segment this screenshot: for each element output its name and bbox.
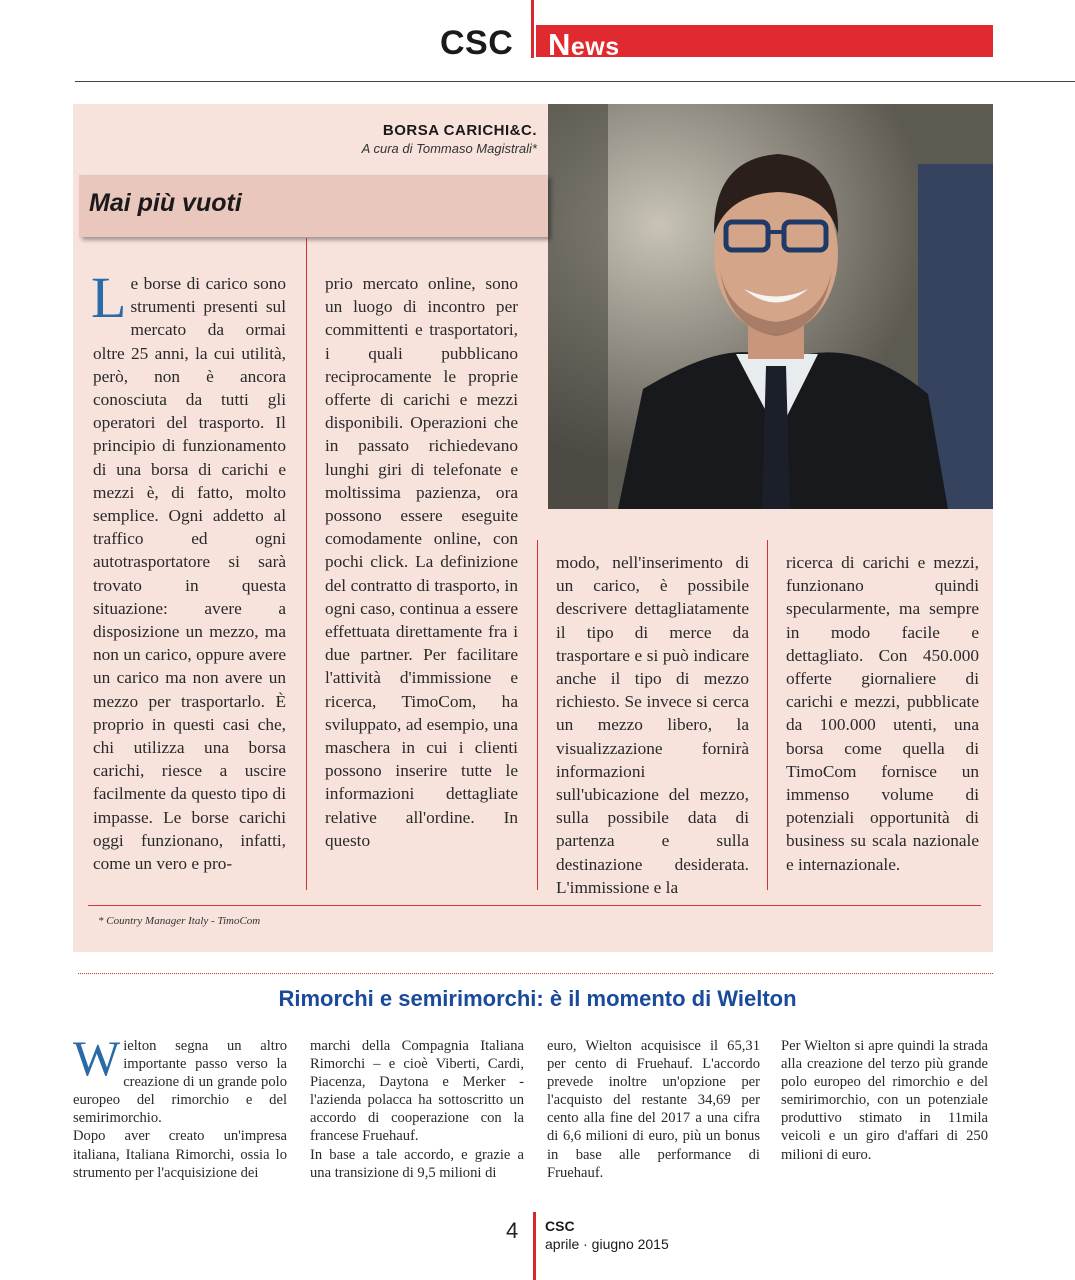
portrait-image [548, 104, 993, 509]
article-title-box [79, 175, 548, 237]
column-text: e borse di carico sono strumenti presenti sul mercato da ormai oltre 25 anni, la cui utilità, però, non è ancora conosciuta da tutti gli operatori del trasporto. Il principio di funzionamento di una borsa di carichi e mezzi è, di fatto, molto semplice. Ogni addetto al traffico ed ogni autotrasportatore si sarà trovato in questa situazione: avere a disposizione un mezzo, ma non un carico, oppure avere un carico ma non avere un mezzo per trasportarlo. È proprio in questi casi che, chi utilizza una borsa carichi, riesce a uscire facilmente da questo tipo di impasse. Le borse carichi oggi funzionano, infatti, come un vero e pro- [93, 274, 286, 874]
column-paragraph: Dopo aver creato un'impresa italiana, Italiana Rimorchi, ossia lo strumento per l'acquisizione dei [73, 1128, 287, 1181]
article-column-3 [556, 551, 749, 899]
column-divider [537, 540, 538, 890]
article2-title: Rimorchi e semirimorchi: è il momento di Wielton [278, 986, 797, 1011]
page-number: 4 [506, 1218, 519, 1243]
footer-divider [533, 1212, 536, 1280]
section-banner-label: News [548, 27, 620, 62]
header-rule [75, 81, 1075, 82]
column-divider [306, 238, 307, 890]
column-text: prio mercato online, sono un luogo di incontro per committenti e trasportatori, i quali pubblicano reciprocamente le proprie offerte di carichi e mezzi disponibili. Operazioni che in passato richiedevano lunghi giri di telefonate e moltissima pazienza, ora possono essere eseguite comodamente online, con pochi click. La definizione del contratto di trasporto, in ogni caso, continua a essere effettuata direttamente fra i due partner. Per facilitare l'attività d'immissione e ricerca, TimoCom, ha sviluppato, ad esempio, una maschera in cui i clienti possono inserire tutte le informazioni dettagliate relative all'ordine. In questo [325, 274, 518, 850]
article2-column-1 [73, 1030, 287, 1182]
article2-column-4 [781, 1037, 988, 1164]
section-banner [536, 25, 993, 62]
column-divider [767, 540, 768, 890]
footnote-rule [88, 905, 981, 906]
column-text: modo, nell'inserimento di un carico, è possibile descrivere dettagliatamente il tipo di merce da trasportare e si può indicare anche il tipo di mezzo richiesto. Se invece si cerca un mezzo libero, la visualizzazione fornirà informazioni sull'ubicazione del mezzo, sulla possibile data di partenza e sulla destinazione desiderata. L'immissione e la [556, 553, 749, 897]
article2-column-3 [547, 1037, 760, 1182]
article-column-1 [91, 265, 286, 875]
column-text: Per Wielton si apre quindi la strada alla creazione del terzo più grande polo europeo del rimorchio e del semirimorchio, con un potenziale produttivo stimato in 11mila veicoli e un giro d'affari di 250 milioni di euro. [781, 1038, 988, 1163]
article-column-2 [325, 272, 518, 852]
publication-name: CSC [440, 24, 514, 62]
column-text: euro, Wielton acquisisce il 65,31 per cento di Fruehauf. L'accordo prevede inoltre un'opzione per l'acquisto del restante 34,69 per cento alla fine del 2017 a una cifra di 6,6 milioni di euro, più un bonus in base alle performance di Fruehauf. [547, 1038, 760, 1181]
drop-cap: W [73, 1030, 121, 1086]
issue-date: aprile · giugno 2015 [545, 1236, 669, 1252]
byline: A cura di Tommaso Magistrali* [361, 141, 537, 156]
article-title: Mai più vuoti [89, 189, 242, 217]
article-separator [78, 973, 993, 974]
column-paragraph: marchi della Compagnia Italiana Rimorchi – e cioè Viberti, Cardi, Piacenza, Daytona e Merker - l'azienda polacca ha sottoscritto un accordo di cooperazione con la francese Fruehauf. [310, 1038, 524, 1145]
column-name: BORSA CARICHI&C. [382, 122, 537, 139]
footer-publication: CSC [545, 1218, 575, 1234]
column-text: ricerca di carichi e mezzi, funzionano quindi specularmente, ma sempre in modo facile e dettagliato. Con 450.000 offerte giornaliere di carichi e mezzi, pubblicate da 100.000 utenti, una borsa come quella di TimoCom fornisce un immenso volume di potenziali opportunità di business su scala nazionale e internazionale. [786, 553, 979, 874]
footnote: * Country Manager Italy - TimoCom [98, 915, 261, 927]
article2-column-2 [310, 1037, 524, 1182]
column-text: ielton segna un altro importante passo verso la creazione di un grande polo europeo del rimorchio e del semirimorchio. [73, 1038, 287, 1127]
author-photo [548, 104, 993, 509]
drop-cap: L [91, 265, 127, 330]
header-divider [531, 0, 534, 58]
article-column-4 [786, 551, 979, 876]
section-label [362, 122, 537, 156]
column-paragraph: In base a tale accordo, e grazie a una transizione di 9,5 milioni di [310, 1146, 524, 1181]
